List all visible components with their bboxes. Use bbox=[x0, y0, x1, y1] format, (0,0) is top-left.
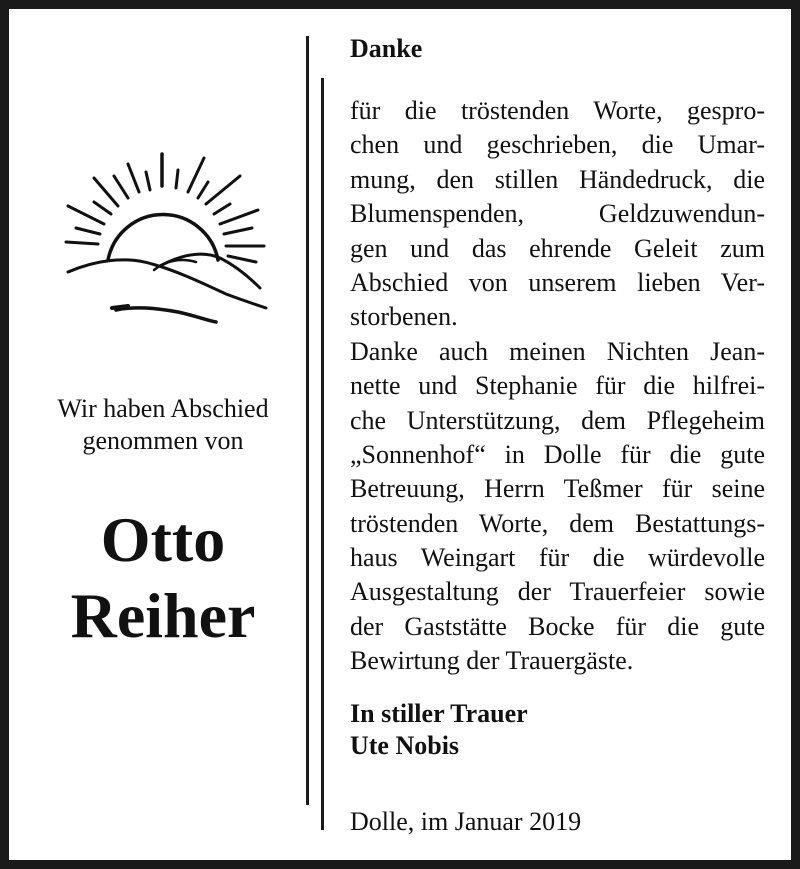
body-line: che Unterstützung, dem Pflegeheim bbox=[350, 405, 765, 435]
body-line: storbenen. bbox=[350, 302, 458, 332]
signature-name: Ute Nobis bbox=[350, 731, 460, 760]
body-line: „Sonnenhof“ in Dolle für die gute bbox=[350, 439, 765, 469]
deceased-last-name: Reiher bbox=[70, 580, 256, 651]
intro-line-2: genommen von bbox=[82, 426, 244, 455]
body-line: gen und das ehrende Geleit zum bbox=[350, 233, 765, 263]
body-line: nette und Stephanie für die hilfrei- bbox=[350, 371, 765, 401]
body-line: für die tröstenden Worte, gespro- bbox=[350, 96, 765, 125]
deceased-first-name: Otto bbox=[100, 504, 226, 575]
body-line: Danke auch meinen Nichten Jean- bbox=[350, 336, 765, 366]
thanks-body bbox=[350, 94, 765, 679]
signature bbox=[350, 698, 528, 762]
body-line: Betreuung, Herrn Teßmer für seine bbox=[350, 474, 765, 504]
divider-line-right bbox=[321, 78, 324, 830]
thanks-heading: Danke bbox=[350, 34, 423, 63]
body-line: Blumenspenden, Geldzuwendun- bbox=[350, 199, 765, 229]
place-date: Dolle, im Januar 2019 bbox=[350, 807, 582, 836]
body-line: mung, den stillen Händedruck, die bbox=[350, 164, 765, 194]
body-line: Bewirtung der Trauergäste. bbox=[350, 646, 634, 676]
signature-line-1: In stiller Trauer bbox=[350, 699, 528, 728]
body-line: chen und geschrieben, die Umar- bbox=[350, 130, 765, 160]
sunrise-over-hills-icon bbox=[56, 148, 276, 328]
deceased-name bbox=[20, 502, 306, 654]
body-line: der Gaststätte Bocke für die gute bbox=[350, 611, 765, 641]
body-line: Abschied von unserem lieben Ver- bbox=[350, 267, 765, 297]
body-line: Ausgestaltung der Trauerfeier sowie bbox=[350, 577, 765, 607]
body-line: haus Weingart für die würdevolle bbox=[350, 543, 765, 573]
divider-line-left bbox=[306, 36, 309, 805]
body-line: tröstenden Worte, dem Bestattungs- bbox=[350, 508, 765, 538]
intro-text bbox=[20, 393, 306, 457]
intro-line-1: Wir haben Abschied bbox=[57, 394, 269, 423]
